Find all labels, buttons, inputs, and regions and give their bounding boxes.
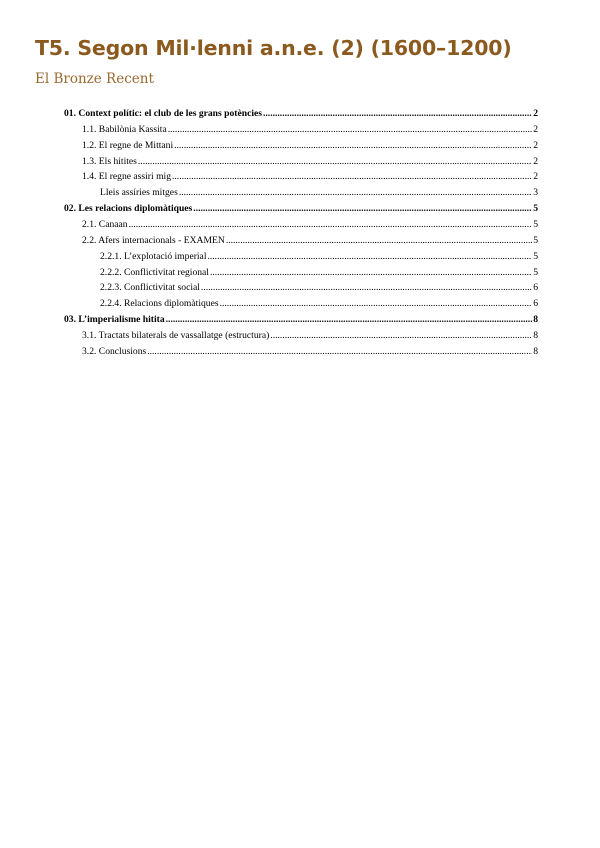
toc-entry-label: 3.1. Tractats bilaterals de vassallatge (estructura) (82, 329, 270, 341)
toc-dot-leader (207, 250, 532, 263)
toc-dot-leader (270, 329, 532, 342)
toc-entry[interactable] (64, 202, 538, 215)
page-subtitle: El Bronze Recent (35, 71, 154, 87)
toc-entry[interactable] (82, 170, 538, 183)
toc-entry[interactable] (82, 234, 538, 247)
toc-dot-leader (220, 297, 533, 310)
toc-entry-page-number: 2 (533, 171, 538, 183)
toc-dot-leader (263, 107, 532, 120)
toc-entry[interactable] (82, 123, 538, 136)
toc-dot-leader (193, 202, 532, 215)
toc-entry[interactable] (82, 329, 538, 342)
toc-entry-page-number: 8 (533, 314, 538, 326)
toc-entry-label: 2.2.1. L’explotació imperial (100, 250, 207, 262)
toc-dot-leader (147, 345, 532, 358)
toc-entry[interactable] (82, 218, 538, 231)
toc-entry-page-number: 5 (533, 218, 538, 230)
toc-dot-leader (129, 218, 533, 231)
toc-entry-page-number: 6 (533, 282, 538, 294)
toc-dot-leader (210, 266, 532, 279)
toc-dot-leader (174, 139, 532, 152)
toc-dot-leader (201, 281, 532, 294)
toc-entry-label: 1.3. Els hitites (82, 155, 137, 167)
toc-dot-leader (226, 234, 532, 247)
toc-entry-label: 1.4. El regne assiri mig (82, 171, 171, 183)
toc-dot-leader (168, 123, 532, 136)
toc-dot-leader (179, 186, 532, 199)
toc-entry-page-number: 5 (533, 266, 538, 278)
toc-entry-label: 2.2.4. Relacions diplomàtiques (100, 298, 219, 310)
toc-entry-label: 2.2. Afers internacionals - EXAMEN (82, 234, 225, 246)
toc-entry-page-number: 2 (533, 108, 538, 119)
toc-entry[interactable] (100, 186, 538, 199)
toc-entry[interactable] (82, 139, 538, 152)
toc-entry-page-number: 5 (533, 250, 538, 262)
toc-entry-label: 3.2. Conclusions (82, 345, 147, 357)
toc-entry-label: 2.2.2. Conflictivitat regional (100, 266, 209, 278)
toc-entry[interactable] (100, 266, 538, 279)
toc-entry-label: 03. L’imperialisme hitita (64, 314, 165, 326)
toc-dot-leader (172, 170, 532, 183)
toc-entry[interactable] (82, 345, 538, 358)
toc-entry-label: Lleis assíries mitges (100, 187, 178, 199)
toc-dot-leader (166, 313, 533, 326)
toc-entry-page-number: 8 (533, 345, 538, 357)
toc-entry-page-number: 2 (533, 155, 538, 167)
toc-entry-page-number: 2 (533, 139, 538, 151)
toc-entry[interactable] (100, 281, 538, 294)
toc-entry[interactable] (100, 297, 538, 310)
toc-entry[interactable] (100, 250, 538, 263)
toc-entry-page-number: 3 (533, 187, 538, 199)
toc-entry-label: 1.2. El regne de Mittani (82, 139, 174, 151)
toc-entry[interactable] (64, 313, 538, 326)
toc-dot-leader (138, 155, 532, 168)
toc-entry-page-number: 8 (533, 329, 538, 341)
toc-entry-page-number: 5 (533, 203, 538, 215)
toc-entry-page-number: 2 (533, 123, 538, 135)
toc-entry-label: 01. Context polític: el club de les grans potències (64, 108, 262, 119)
toc-entry[interactable] (64, 107, 538, 120)
toc-entry-label: 1.1. Babilònia Kassita (82, 123, 167, 135)
toc-entry-page-number: 5 (533, 234, 538, 246)
page-title: T5. Segon Mil·lenni a.n.e. (2) (1600–1200) (35, 36, 512, 60)
toc-entry[interactable] (82, 155, 538, 168)
toc-entry-label: 2.2.3. Conflictivitat social (100, 282, 200, 294)
toc-entry-page-number: 6 (533, 298, 538, 310)
toc-entry-label: 2.1. Canaan (82, 218, 128, 230)
toc-entry-label: 02. Les relacions diplomàtiques (64, 203, 193, 215)
